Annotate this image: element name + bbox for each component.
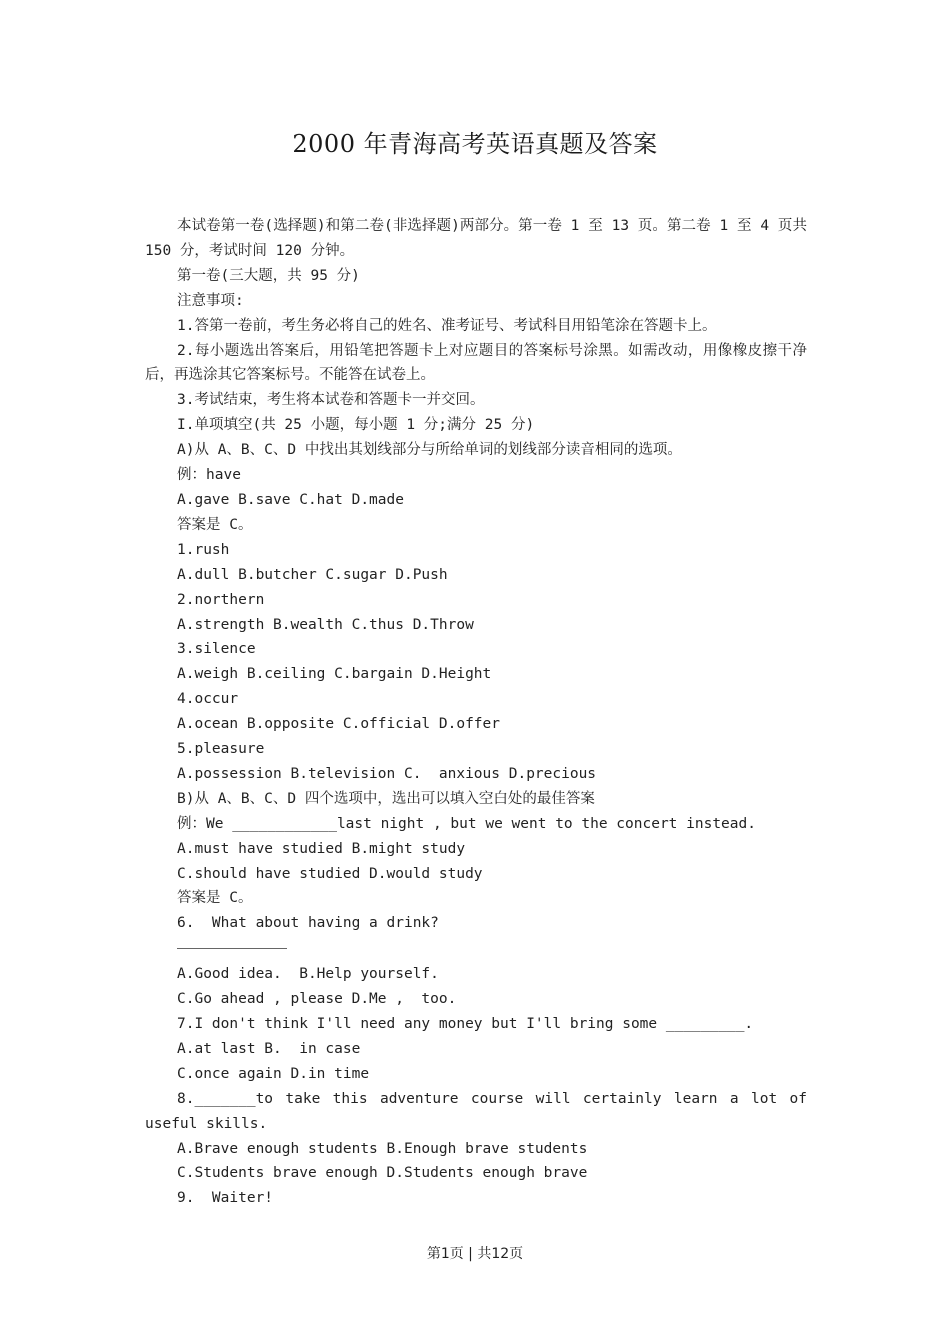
text-line: 5.pleasure — [177, 741, 265, 758]
text-line: A.dull B.butcher C.sugar D.Push — [177, 566, 448, 583]
note-2-paragraph: 2.每小题选出答案后，用铅笔把答题卡上对应题目的答案标号涂黑。如需改动，用像橡皮擦干净后，再选涂其它答案标号。不能答在试卷上。 — [145, 342, 807, 384]
text-line: 注意事项: — [177, 292, 244, 309]
text-line: 例：have — [177, 467, 241, 484]
text-line: A.gave B.save C.hat D.made — [177, 491, 404, 508]
page-footer: 第1页 | 共12页 — [426, 1246, 524, 1262]
text-line: C.should have studied D.would study — [177, 865, 483, 882]
text-line: 7.I don't think I'll need any money but I'll bring some _________. — [177, 1015, 754, 1032]
answer-blank-line — [177, 936, 287, 949]
text-line: C.once again D.in time — [177, 1065, 370, 1082]
text-line: A.at last B. in case — [177, 1040, 361, 1057]
questions-block-1 — [145, 388, 807, 936]
text-line: 9. Waiter! — [177, 1190, 274, 1207]
text-line: C.Students brave enough D.Students enough brave — [177, 1165, 588, 1182]
text-line: A.must have studied B.might study — [177, 840, 466, 857]
text-line: 2.northern — [177, 591, 265, 608]
text-line: 第一卷(三大题，共 95 分) — [177, 267, 360, 284]
text-line: 4.occur — [177, 691, 239, 708]
text-line: I.单项填空(共 25 小题，每小题 1 分;满分 25 分) — [177, 417, 535, 434]
text-line: A.Good idea. B.Help yourself. — [177, 966, 439, 983]
text-line: 答案是 C。 — [177, 516, 253, 533]
document-body — [145, 214, 807, 1211]
questions-block-3 — [145, 1137, 807, 1212]
text-line: 6. What about having a drink? — [177, 915, 439, 932]
text-line: A)从 A、B、C、D 中找出其划线部分与所给单词的划线部分读音相同的选项。 — [177, 442, 682, 459]
text-line: 3.silence — [177, 641, 256, 658]
text-line: A.strength B.wealth C.thus D.Throw — [177, 616, 474, 633]
text-line: A.Brave enough students B.Enough brave students — [177, 1140, 588, 1157]
text-line: A.weigh B.ceiling C.bargain D.Height — [177, 666, 492, 683]
text-line: 3.考试结束，考生将本试卷和答题卡一并交回。 — [177, 392, 485, 409]
text-line: 1.答第一卷前，考生务必将自己的姓名、准考证号、考试科目用铅笔涂在答题卡上。 — [177, 317, 717, 334]
intro-paragraph: 本试卷第一卷(选择题)和第二卷(非选择题)两部分。第一卷 1 至 13 页。第二卷 1 至 4 页共 150 分，考试时间 120 分钟。 — [145, 218, 807, 259]
text-line: C.Go ahead , please D.Me , too. — [177, 991, 457, 1008]
document-title: 2000 年青海高考英语真题及答案 — [292, 130, 658, 158]
text-line: B)从 A、B、C、D 四个选项中，选出可以填入空白处的最佳答案 — [177, 790, 595, 807]
text-line: A.ocean B.opposite C.official D.offer — [177, 716, 501, 733]
text-line: A.possession B.television C. anxious D.precious — [177, 765, 597, 782]
text-line: 答案是 C。 — [177, 890, 253, 907]
instructions-block — [145, 264, 807, 339]
text-line: 例：We ____________last night , but we went to the concert instead. — [177, 815, 756, 832]
text-line: 1.rush — [177, 541, 230, 558]
question-8: 8._______to take this adventure course will certainly learn a lot of useful skills. — [145, 1090, 807, 1132]
questions-block-2 — [145, 962, 807, 1087]
